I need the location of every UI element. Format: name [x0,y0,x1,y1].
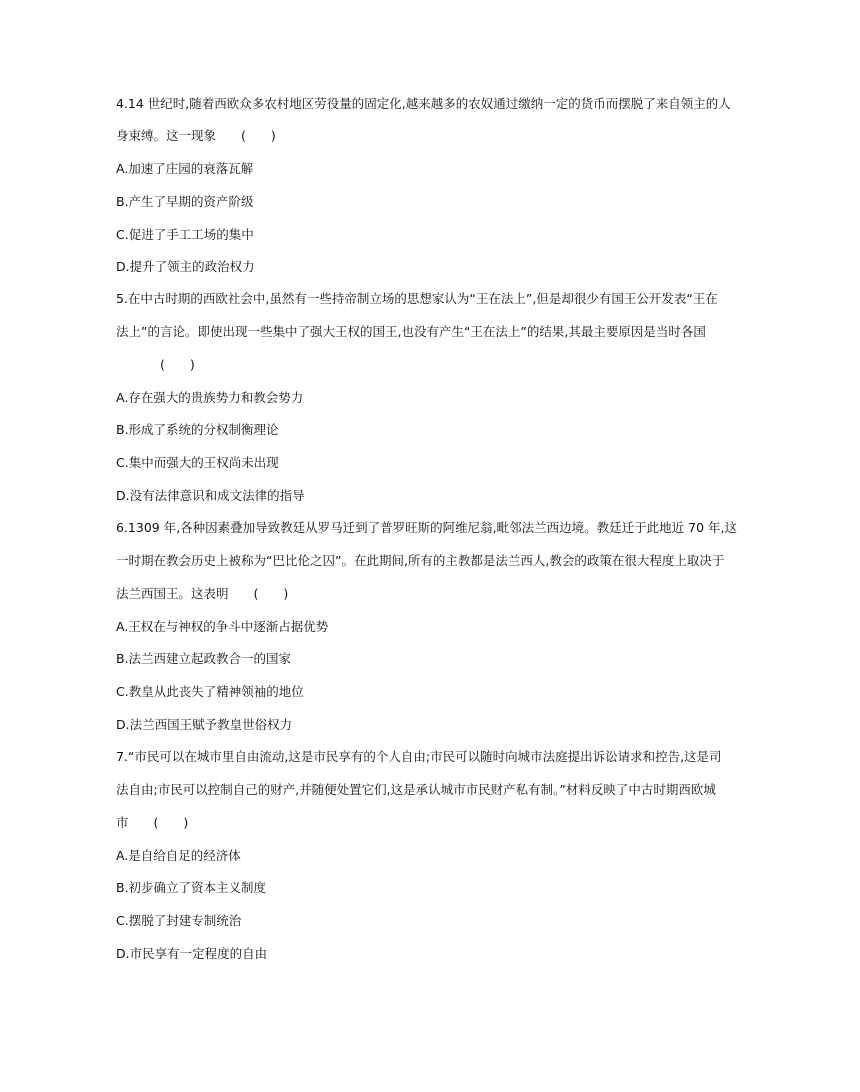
question-6-stem-line-1: 6.1309 年,各种因素叠加导致教廷从罗马迁到了普罗旺斯的阿维尼翁,毗邻法兰西边境。教廷迁于此地近 70 年,这 [116,520,737,535]
question-6-option-a: A.王权在与神权的争斗中逐渐占据优势 [116,619,329,634]
question-6-option-d: D.法兰西国王赋予教皇世俗权力 [116,717,293,732]
question-7-stem-line-1: 7.“市民可以在城市里自由流动,这是市民享有的个人自由;市民可以随时向城市法庭提出诉讼请求和控告,这是司 [116,749,722,764]
question-5-stem-line-3: ( ) [160,357,195,372]
question-6-option-c: C.教皇从此丧失了精神领袖的地位 [116,684,304,699]
question-4-option-a: A.加速了庄园的衰落瓦解 [116,161,254,176]
question-6-stem-line-2: 一时期在教会历史上被称为“巴比伦之囚”。在此期间,所有的主教都是法兰西人,教会的政策在很大程度上取决于 [116,553,725,568]
question-7-option-a: A.是自给自足的经济体 [116,848,241,863]
question-7-option-d: D.市民享有一定程度的自由 [116,946,268,961]
question-7-option-c: C.摆脱了封建专制统治 [116,913,242,928]
question-4-option-b: B.产生了早期的资产阶级 [116,194,254,209]
question-4-option-d: D.提升了领主的政治权力 [116,259,255,274]
question-5-option-a: A.存在强大的贵族势力和教会势力 [116,390,304,405]
question-5-option-b: B.形成了系统的分权制衡理论 [116,422,279,437]
question-7-stem-line-2: 法自由;市民可以控制自己的财产,并随便处置它们,这是承认城市市民财产私有制。”材料反映了中古时期西欧城 [116,782,716,797]
question-5-stem-line-1: 5.在中古时期的西欧社会中,虽然有一些持帝制立场的思想家认为“王在法上”,但是却很少有国王公开发表“王在 [116,291,718,306]
question-5-stem-line-2: 法上”的言论。即使出现一些集中了强大王权的国王,也没有产生“王在法上”的结果,其最主要原因是当时各国 [116,324,706,339]
question-4-stem-line-1: 4.14 世纪时,随着西欧众多农村地区劳役量的固定化,越来越多的农奴通过缴纳一定的货币而摆脱了来自领主的人 [116,96,731,111]
question-5-option-d: D.没有法律意识和成文法律的指导 [116,488,305,503]
question-4-option-c: C.促进了手工工场的集中 [116,227,254,242]
question-5-option-c: C.集中而强大的王权尚未出现 [116,455,279,470]
question-6-stem-line-3: 法兰西国王。这表明 ( ) [116,586,289,601]
question-6-option-b: B.法兰西建立起政教合一的国家 [116,651,292,666]
question-7-stem-line-3: 市 ( ) [116,815,189,830]
question-7-option-b: B.初步确立了资本主义制度 [116,880,267,895]
question-4-stem-line-2: 身束缚。这一现象 ( ) [116,128,276,143]
